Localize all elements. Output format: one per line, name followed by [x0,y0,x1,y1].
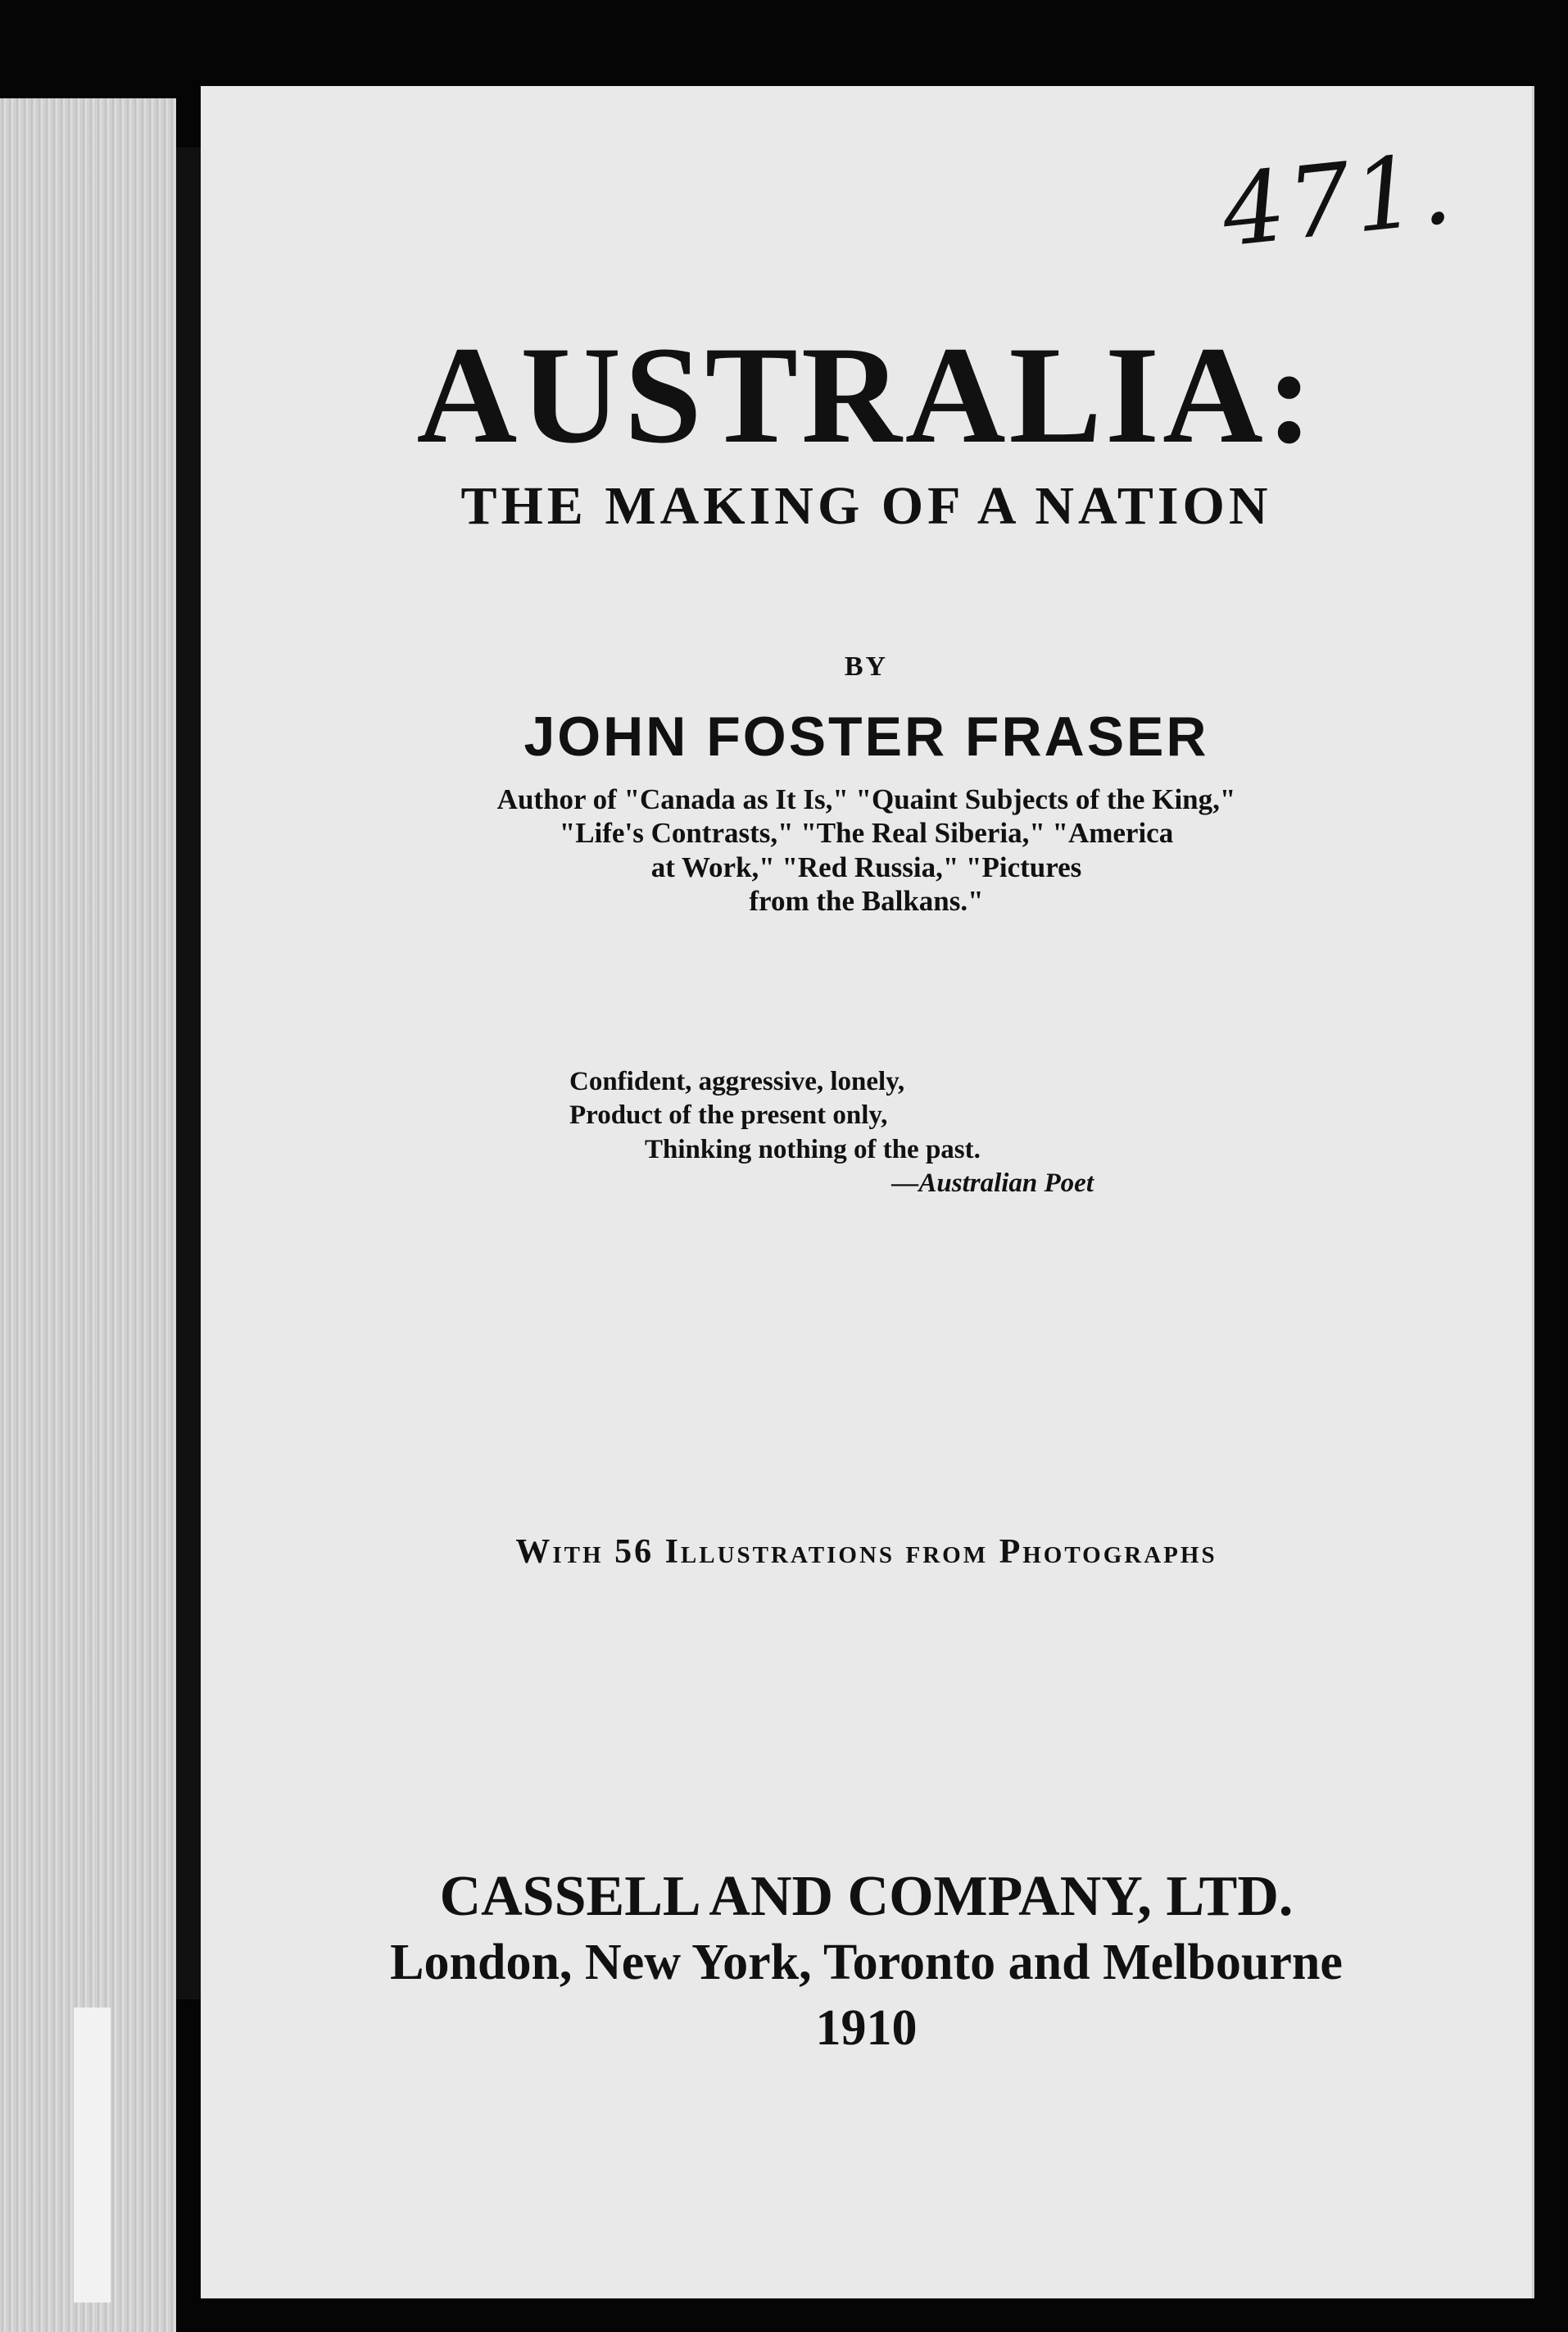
book-subtitle: THE MAKING OF A NATION [460,476,1272,536]
epigraph-attribution: —Australian Poet [891,1168,1094,1198]
epigraph-line: Confident, aggressive, lonely, [569,1067,905,1096]
handwritten-annotation: 471. [1217,131,1460,270]
title-page [201,86,1534,2298]
author-name: JOHN FOSTER FRASER [523,705,1209,768]
publisher-name: CASSELL AND COMPANY, LTD. [439,1865,1294,1928]
other-works-line: "Life's Contrasts," "The Real Siberia," "America [559,817,1174,850]
epigraph [569,1065,1307,1200]
other-works-line: from the Balkans." [749,884,984,917]
book-spine [0,98,176,2332]
epigraph-line: Product of the present only, [569,1100,888,1131]
illustrations-note: With 56 Illustrations from Photographs [515,1533,1217,1571]
publication-year: 1910 [815,2000,918,2056]
publisher-places: London, New York, Toronto and Melbourne [390,1935,1343,1990]
page-tab [74,2008,111,2303]
other-works [201,783,1532,918]
other-works-line: at Work," "Red Russia," "Pictures [650,851,1082,883]
by-line: BY [844,651,889,682]
epigraph-line: Thinking nothing of the past. [645,1134,981,1164]
other-works-line: Author of "Canada as It Is," "Quaint Subjects of the King," [496,783,1236,815]
book-title: AUSTRALIA: [416,318,1316,472]
spine-shadow [176,147,201,1999]
